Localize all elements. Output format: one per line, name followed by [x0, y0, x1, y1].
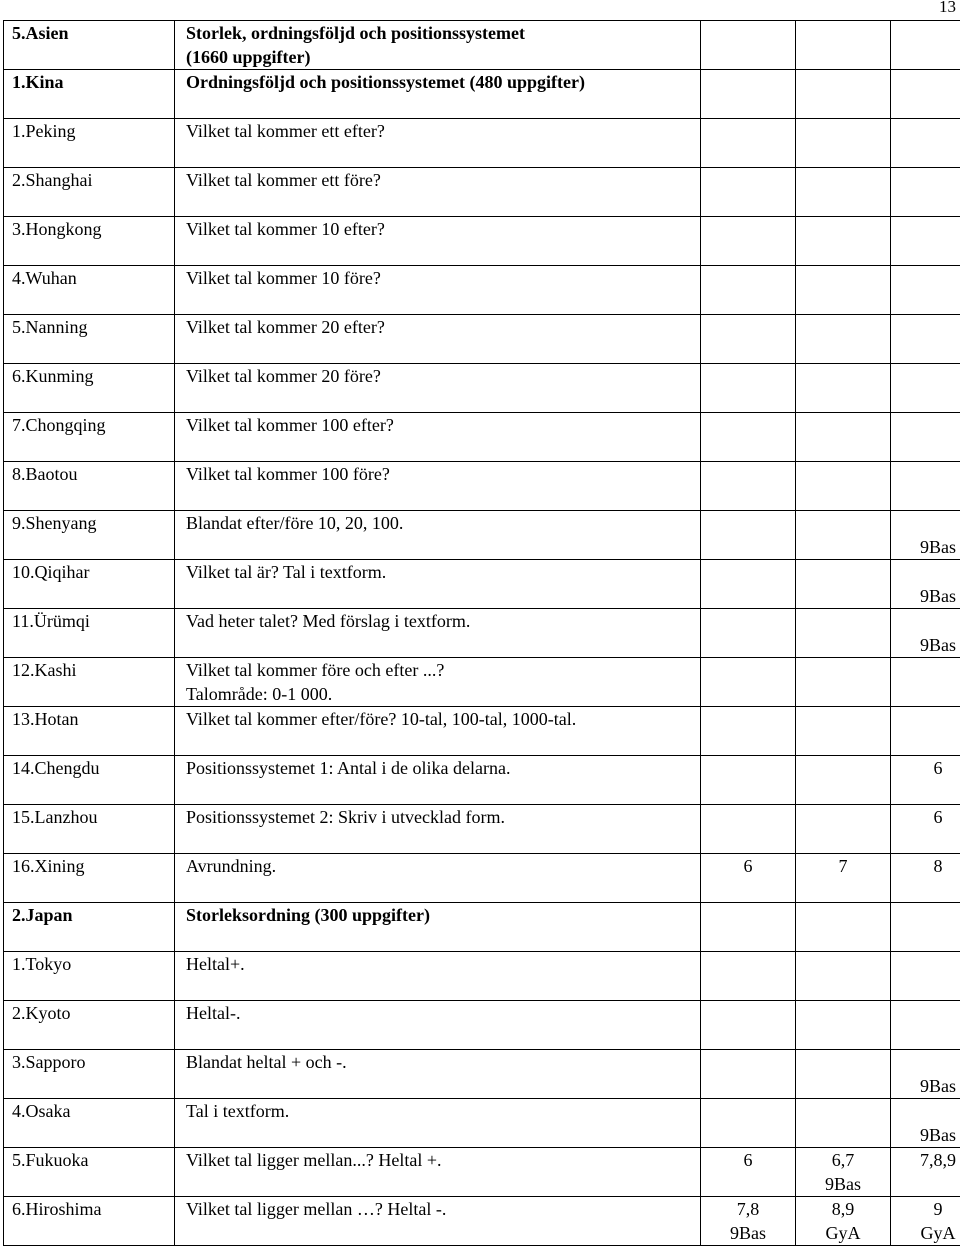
- table-cell: Vilket tal kommer 10 efter?: [175, 217, 701, 266]
- table-cell: Avrundning.: [175, 854, 701, 903]
- table-cell: [796, 315, 891, 364]
- table-cell: 6.Hiroshima: [4, 1197, 175, 1246]
- table-cell: Vilket tal kommer 20 efter?: [175, 315, 701, 364]
- table-cell: 13.Hotan: [4, 707, 175, 756]
- table-row: [4, 364, 960, 413]
- table-row: [4, 119, 960, 168]
- table-cell: 1.Peking: [4, 119, 175, 168]
- table-row: [4, 266, 960, 315]
- table-cell: [796, 21, 891, 70]
- table-cell: 4.Wuhan: [4, 266, 175, 315]
- table-cell: 2.Kyoto: [4, 1001, 175, 1050]
- table-row: [4, 609, 960, 658]
- table-cell: Ordningsföljd och positionssystemet (480 uppgifter): [175, 70, 701, 119]
- table-row: [4, 21, 960, 70]
- table-cell: Positionssystemet 1: Antal i de olika delarna.: [175, 756, 701, 805]
- table-cell: Vilket tal ligger mellan...? Heltal +.: [175, 1148, 701, 1197]
- table-cell: [891, 119, 960, 168]
- table-row: [4, 805, 960, 854]
- table-cell: [891, 217, 960, 266]
- table-cell: [796, 511, 891, 560]
- table-cell: [701, 805, 796, 854]
- table-cell: 2.Shanghai: [4, 168, 175, 217]
- table-cell: [701, 658, 796, 707]
- table-cell: Vilket tal kommer ett före?: [175, 168, 701, 217]
- table-cell: 9Bas: [891, 511, 960, 560]
- table-cell: Vilket tal kommer 20 före?: [175, 364, 701, 413]
- table-cell: 15.Lanzhou: [4, 805, 175, 854]
- table-row: [4, 1050, 960, 1099]
- table-row: [4, 952, 960, 1001]
- table-cell: [796, 903, 891, 952]
- table-cell: Vad heter talet? Med förslag i textform.: [175, 609, 701, 658]
- table-cell: Vilket tal kommer ett efter?: [175, 119, 701, 168]
- table-cell: [701, 1099, 796, 1148]
- table-cell: [701, 903, 796, 952]
- table-cell: [796, 364, 891, 413]
- table-row: [4, 315, 960, 364]
- table-cell: 16.Xining: [4, 854, 175, 903]
- table-cell: [891, 952, 960, 1001]
- table-cell: 9.Shenyang: [4, 511, 175, 560]
- table-cell: 2.Japan: [4, 903, 175, 952]
- table-cell: Vilket tal är? Tal i textform.: [175, 560, 701, 609]
- table-cell: Vilket tal kommer före och efter ...? Talområde: 0-1 000.: [175, 658, 701, 707]
- table-cell: 7.Chongqing: [4, 413, 175, 462]
- table-cell: Vilket tal kommer 10 före?: [175, 266, 701, 315]
- table-cell: Vilket tal kommer 100 före?: [175, 462, 701, 511]
- table-cell: 4.Osaka: [4, 1099, 175, 1148]
- table-cell: [701, 707, 796, 756]
- table-cell: 1.Tokyo: [4, 952, 175, 1001]
- table-cell: 12.Kashi: [4, 658, 175, 707]
- table-cell: 9Bas: [891, 560, 960, 609]
- table-cell: 6.Kunming: [4, 364, 175, 413]
- table-row: [4, 560, 960, 609]
- table-cell: 5.Nanning: [4, 315, 175, 364]
- table-cell: [796, 1001, 891, 1050]
- table-cell: 6,7 9Bas: [796, 1148, 891, 1197]
- table-cell: [701, 1050, 796, 1099]
- table-cell: [796, 952, 891, 1001]
- table-row: [4, 217, 960, 266]
- table-row: [4, 707, 960, 756]
- table-cell: [891, 168, 960, 217]
- table-cell: [796, 119, 891, 168]
- table-row: [4, 1001, 960, 1050]
- table-cell: Positionssystemet 2: Skriv i utvecklad form.: [175, 805, 701, 854]
- table-cell: [796, 805, 891, 854]
- table-cell: 11.Ürümqi: [4, 609, 175, 658]
- table-cell: [701, 609, 796, 658]
- table-row: [4, 413, 960, 462]
- table-row: [4, 756, 960, 805]
- table-cell: [701, 315, 796, 364]
- table-cell: [701, 952, 796, 1001]
- table-cell: [796, 707, 891, 756]
- table-cell: 8.Baotou: [4, 462, 175, 511]
- table-cell: [796, 70, 891, 119]
- table-cell: [796, 560, 891, 609]
- table-cell: [891, 364, 960, 413]
- table-cell: 5.Fukuoka: [4, 1148, 175, 1197]
- table-cell: [891, 462, 960, 511]
- table-row: [4, 1099, 960, 1148]
- table-cell: [701, 217, 796, 266]
- table-cell: [701, 413, 796, 462]
- table-cell: 3.Sapporo: [4, 1050, 175, 1099]
- table-cell: 14.Chengdu: [4, 756, 175, 805]
- table-row: [4, 658, 960, 707]
- table-row: [4, 854, 960, 903]
- table-cell: 6: [891, 756, 960, 805]
- table-cell: [796, 217, 891, 266]
- table-cell: [701, 756, 796, 805]
- table-cell: [701, 462, 796, 511]
- table-cell: [701, 511, 796, 560]
- table-cell: Heltal+.: [175, 952, 701, 1001]
- table-cell: [701, 266, 796, 315]
- table-row: [4, 1148, 960, 1197]
- curriculum-table: [3, 20, 960, 1246]
- table-cell: 6: [701, 1148, 796, 1197]
- table-cell: Vilket tal kommer 100 efter?: [175, 413, 701, 462]
- table-cell: Vilket tal kommer efter/före? 10-tal, 100-tal, 1000-tal.: [175, 707, 701, 756]
- table-cell: [796, 756, 891, 805]
- table-cell: [891, 1001, 960, 1050]
- table-row: [4, 903, 960, 952]
- table-cell: [891, 658, 960, 707]
- table-cell: [796, 266, 891, 315]
- table-cell: Blandat heltal + och -.: [175, 1050, 701, 1099]
- page-number: 13: [939, 0, 956, 17]
- table-cell: [701, 364, 796, 413]
- table-cell: Storlek, ordningsföljd och positionssystemet (1660 uppgifter): [175, 21, 701, 70]
- table-cell: [701, 21, 796, 70]
- table-cell: 8: [891, 854, 960, 903]
- table-cell: Blandat efter/före 10, 20, 100.: [175, 511, 701, 560]
- table-cell: [796, 1099, 891, 1148]
- table-cell: [796, 462, 891, 511]
- table-row: [4, 70, 960, 119]
- table-cell: 6: [891, 805, 960, 854]
- table-cell: [701, 1001, 796, 1050]
- table-cell: 3.Hongkong: [4, 217, 175, 266]
- table-cell: [701, 560, 796, 609]
- table-cell: 7: [796, 854, 891, 903]
- table-cell: Storleksordning (300 uppgifter): [175, 903, 701, 952]
- table-cell: [701, 70, 796, 119]
- table-cell: [891, 315, 960, 364]
- table-row: [4, 511, 960, 560]
- table-cell: 10.Qiqihar: [4, 560, 175, 609]
- table-cell: [796, 658, 891, 707]
- table-row: [4, 1197, 960, 1246]
- table-cell: [701, 168, 796, 217]
- table-cell: Vilket tal ligger mellan …? Heltal -.: [175, 1197, 701, 1246]
- table-cell: Tal i textform.: [175, 1099, 701, 1148]
- table-cell: 9Bas: [891, 1099, 960, 1148]
- table-cell: 5.Asien: [4, 21, 175, 70]
- table-cell: 1.Kina: [4, 70, 175, 119]
- table-cell: [796, 168, 891, 217]
- table-cell: 9 GyA: [891, 1197, 960, 1246]
- table-cell: 6: [701, 854, 796, 903]
- table-cell: [891, 266, 960, 315]
- table-cell: [796, 413, 891, 462]
- table-cell: [796, 1050, 891, 1099]
- table-cell: 7,8 9Bas: [701, 1197, 796, 1246]
- table-cell: [891, 903, 960, 952]
- table-cell: 8,9 GyA: [796, 1197, 891, 1246]
- table-cell: [796, 609, 891, 658]
- table-cell: 9Bas: [891, 1050, 960, 1099]
- table-row: [4, 462, 960, 511]
- table-cell: 7,8,9: [891, 1148, 960, 1197]
- table-cell: [891, 70, 960, 119]
- table-cell: 9Bas: [891, 609, 960, 658]
- table-row: [4, 168, 960, 217]
- table-cell: [891, 21, 960, 70]
- table-cell: [891, 707, 960, 756]
- table-cell: [891, 413, 960, 462]
- table-cell: [701, 119, 796, 168]
- table-cell: Heltal-.: [175, 1001, 701, 1050]
